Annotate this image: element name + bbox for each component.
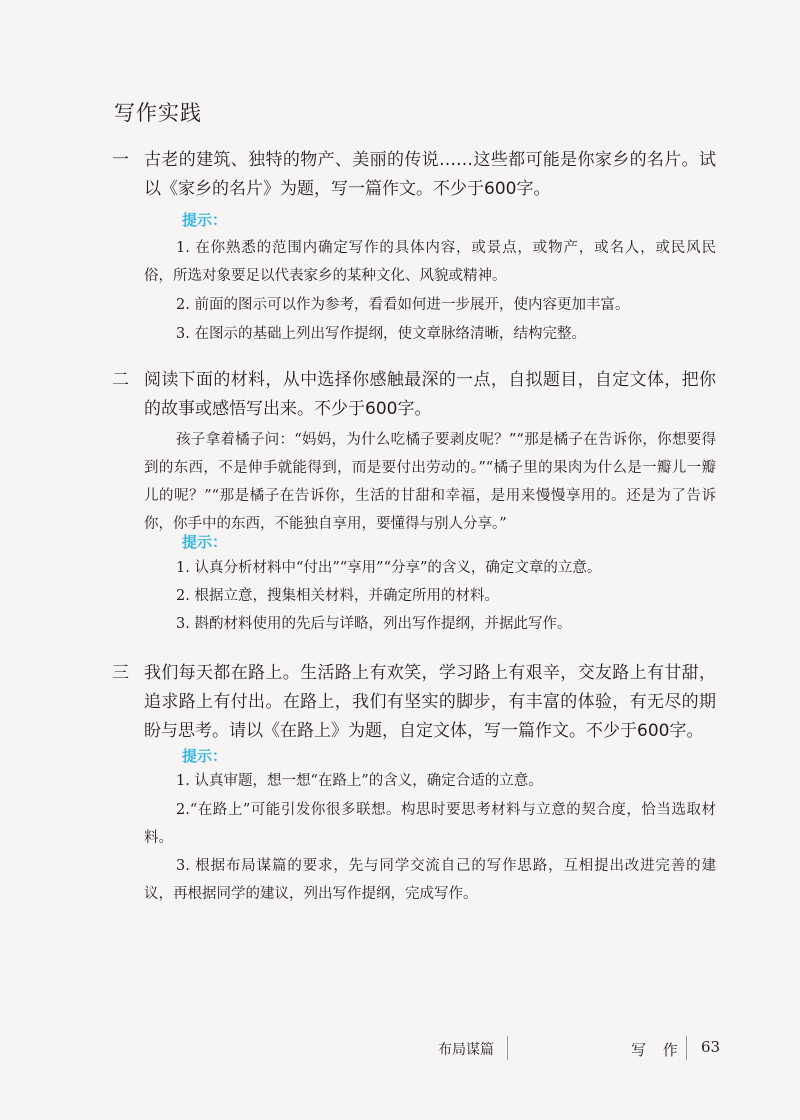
task-number: 二 [112,370,129,390]
hint-item: 2.“在路上”可能引发你很多联想。构思时要思考材料与立意的契合度，恰当选取材料。 [144,802,716,846]
hint-item: 2. 根据立意，搜集相关材料，并确定所用的材料。 [176,588,499,604]
hint-item: 3. 根据布局谋篇的要求，先与同学交流自己的写作思路，互相提出改进完善的建议，再根据同学的建议，列出写作提纲，完成写作。 [144,858,716,902]
task-prompt: 阅读下面的材料，从中选择你感触最深的一点，自拟题目，自定文体，把你的故事或感悟写出来。不少于600字。 [144,370,716,419]
hint-label: 提示： [182,747,228,765]
reading-material: 孩子拿着橘子问：“妈妈，为什么吃橘子要剥皮呢？”“那是橘子在告诉你，你想要得到的东西，不是伸手就能得到，而是要付出劳动的。”“橘子里的果肉为什么是一瓣儿一瓣儿的呢？”“那是橘子在告诉你，生活的甘甜和幸福，是用来慢慢享用的。还是为了告诉你，你手中的东西，不能独自享用，要懂得与别人分享。” [144,432,716,532]
page-title: 写作实践 [114,101,202,125]
task-number: 一 [112,150,129,170]
page-number: 63 [701,1038,721,1056]
hint-item: 3. 斟酌材料使用的先后与详略，列出写作提纲，并据此写作。 [176,616,572,632]
hint-label: 提示： [182,211,228,229]
hint-item: 1. 认真分析材料中“付出”“享用”“分享”的含义，确定文章的立意。 [176,560,602,576]
hint-item: 3. 在图示的基础上列出写作提纲，使文章脉络清晰，结构完整。 [176,326,586,342]
footer-divider [507,1036,508,1060]
hint-item: 1. 在你熟悉的范围内确定写作的具体内容，或景点，或物产，或名人，或民风民俗，所选对象要足以代表家乡的某种文化、风貌或精神。 [144,240,716,284]
task-prompt: 古老的建筑、独特的物产、美丽的传说……这些都可能是你家乡的名片。试以《家乡的名片》为题，写一篇作文。不少于600字。 [144,150,716,199]
footer-section-title: 布局谋篇 [438,1042,494,1058]
task-number: 三 [112,663,129,683]
footer-divider [686,1036,687,1060]
hint-label: 提示： [182,533,228,551]
footer-chapter-title: 写 作 [631,1041,684,1059]
task-prompt: 我们每天都在路上。生活路上有欢笑，学习路上有艰辛，交友路上有甘甜，追求路上有付出。在路上，我们有坚实的脚步，有丰富的体验，有无尽的期盼与思考。请以《在路上》为题，自定文体，写一篇作文。不少于600字。 [144,663,716,741]
hint-item: 2. 前面的图示可以作为参考，看看如何进一步展开，使内容更加丰富。 [176,297,630,313]
hint-item: 1. 认真审题，想一想“在路上”的含义，确定合适的立意。 [176,773,543,789]
